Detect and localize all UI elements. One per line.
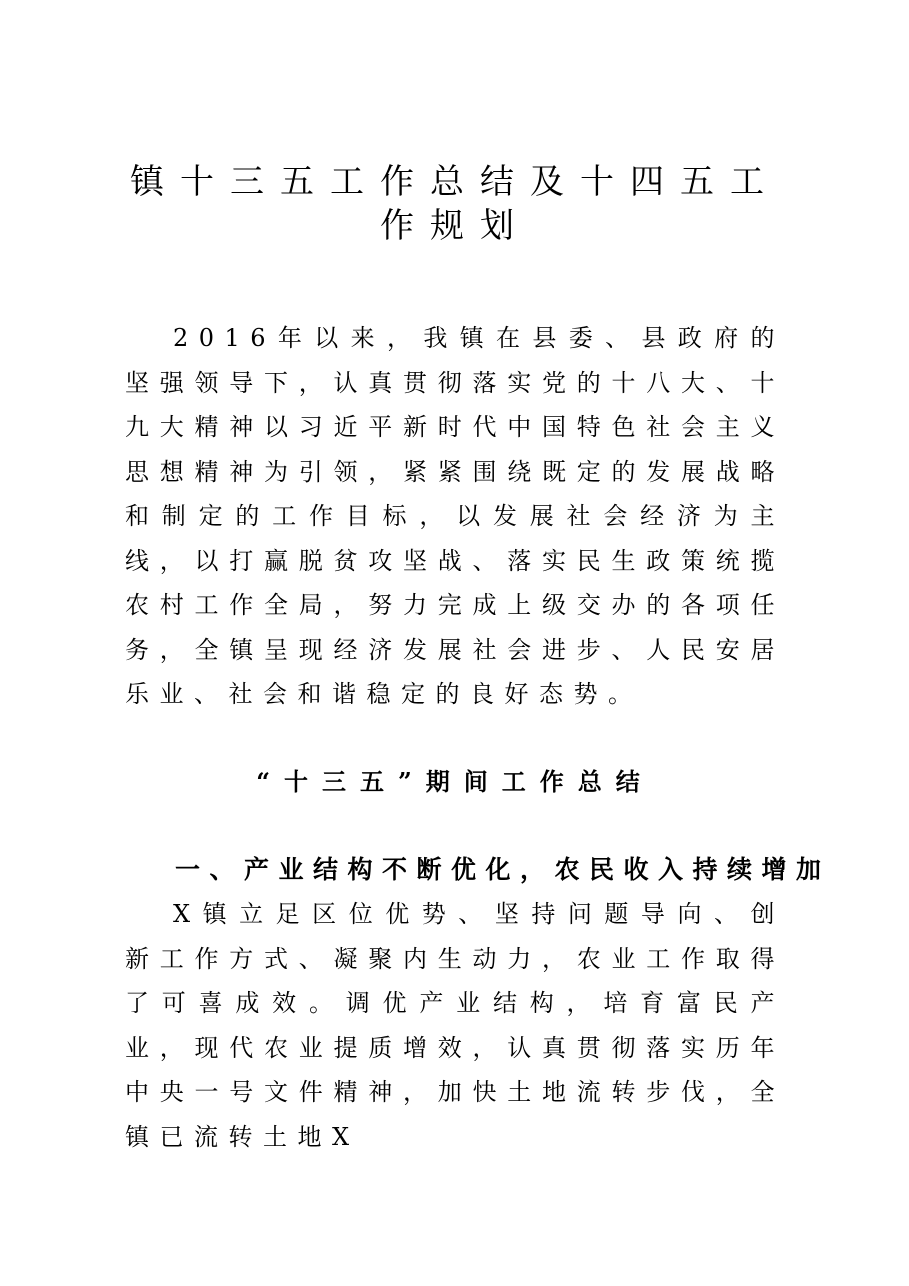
document-title-line-1: 镇十三五工作总结及十四五工	[130, 162, 780, 202]
body-paragraph: X镇立足区位优势、坚持问题导向、创新工作方式、凝聚内生动力，农业工作取得了可喜成效。调优产业结构，培育富民产业，现代农业提质增效，认真贯彻落实历年中央一号文件精神，加快土地流转步伐，全镇已流转土地X	[125, 900, 785, 1151]
document-title	[125, 160, 785, 248]
subheading-industry-structure: 一、产业结构不断优化，农民收入持续增加	[175, 855, 831, 884]
intro-paragraph: 2016年以来，我镇在县委、县政府的坚强领导下，认真贯彻落实党的十八大、十九大精神以习近平新时代中国特色社会主义思想精神为引领，紧紧围绕既定的发展战略和制定的工作目标，以发展社会经济为主线，以打赢脱贫攻坚战、落实民生政策统揽农村工作全局，努力完成上级交办的各项任务，全镇呈现经济发展社会进步、人民安居乐业、社会和谐稳定的良好态势。	[125, 324, 785, 708]
section-heading: “十三五”期间工作总结	[256, 767, 654, 796]
document-title-line-2: 作规划	[380, 206, 530, 246]
